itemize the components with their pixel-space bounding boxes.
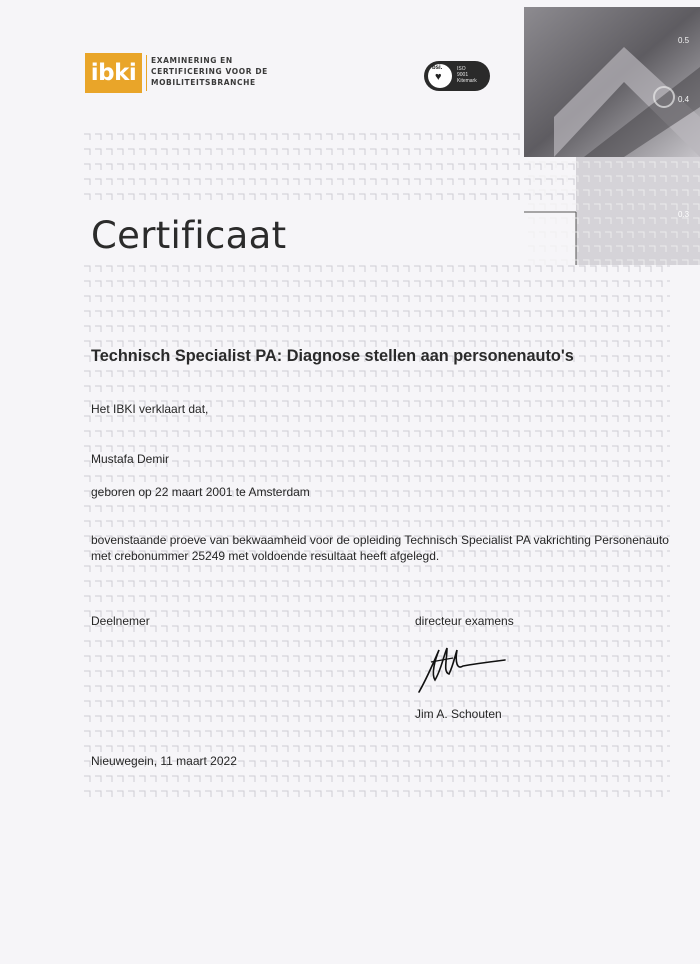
director-signature	[413, 640, 509, 698]
holder-name: Mustafa Demir	[91, 452, 170, 466]
logo-tagline-line: EXAMINERING EN	[151, 56, 233, 65]
statement-line: bovenstaande proeve van bekwaamheid voor de opleiding Technisch Specialist PA vakrichting Personenauto	[91, 533, 669, 547]
iso-label	[457, 66, 477, 84]
corner-graphic	[524, 7, 700, 265]
place-and-date: Nieuwegein, 11 maart 2022	[91, 754, 237, 768]
bsi-label: bsi.	[432, 65, 443, 71]
logo-divider	[146, 55, 147, 91]
logo-tagline	[151, 55, 268, 88]
certificate-title: Certificaat	[91, 214, 287, 257]
iso-line: ISO	[457, 66, 466, 72]
birth-details: geboren op 22 maart 2001 te Amsterdam	[91, 485, 310, 499]
statement-line: met crebonummer 25249 met voldoende resultaat heeft afgelegd.	[91, 549, 440, 563]
logo-mark: ibki	[90, 60, 137, 86]
director-label: directeur examens	[415, 614, 514, 628]
logo-tagline-line: MOBILITEITSBRANCHE	[151, 78, 256, 87]
kitemark-heart-icon: ♥	[435, 71, 442, 83]
iso-certification-badge	[424, 61, 490, 91]
corner-tick-label: 0.3	[678, 210, 690, 219]
participant-label: Deelnemer	[91, 614, 150, 628]
iso-line: 9001	[457, 72, 469, 78]
corner-tick-label: 0.4	[678, 95, 690, 104]
iso-line: Kitemark	[457, 78, 477, 84]
corner-tick-label: 0.5	[678, 36, 690, 45]
certificate-subtitle: Technisch Specialist PA: Diagnose stellen aan personenauto's	[91, 347, 574, 365]
ibki-logo	[85, 53, 142, 93]
logo-tagline-line: CERTIFICERING VOOR DE	[151, 67, 268, 76]
intro-text: Het IBKI verklaart dat,	[91, 402, 209, 416]
background-pattern	[80, 262, 670, 802]
director-name: Jim A. Schouten	[415, 707, 502, 721]
